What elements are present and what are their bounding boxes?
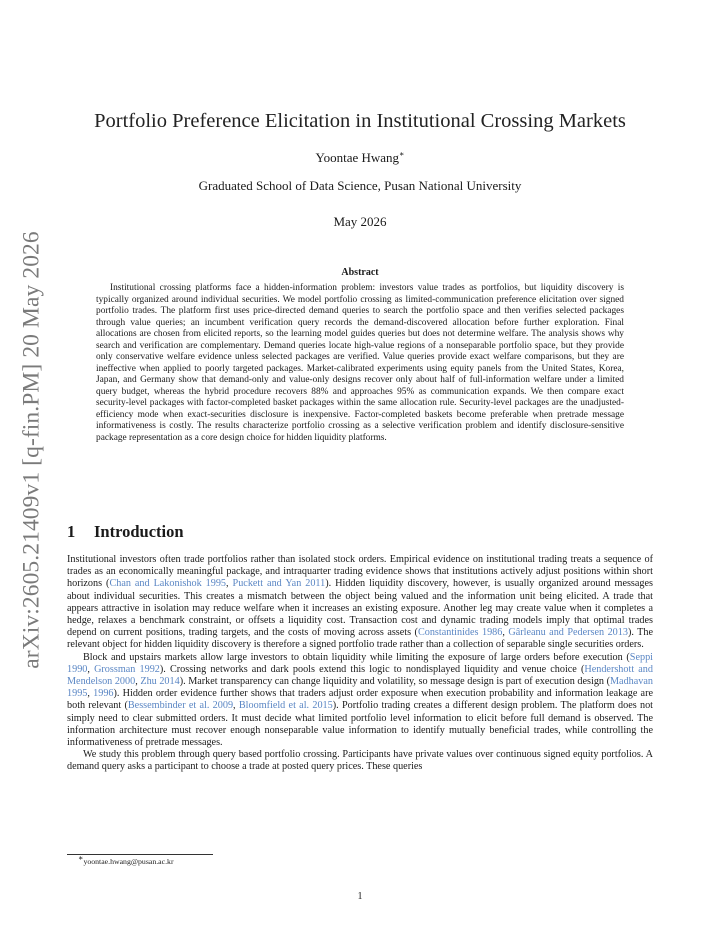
text-run: ). Portfolio trading creates a different design problem. The platform does not simply need to clear submitted orders. It must decide what limited portfolio level information to elicit before full demand is observed. The information architecture must recover enough nonseparable value information to identify mutually beneficial trades, while controlling the informativeness of pretrade messages. (67, 700, 653, 749)
arxiv-stamp (12, 231, 52, 669)
citation-link[interactable]: Bessembinder et al. 2009 (127, 700, 234, 712)
paper-title: Portfolio Preference Elicitation in Institutional Crossing Markets (94, 110, 626, 132)
text-run: , (87, 688, 94, 700)
author-line (60, 150, 660, 166)
citation-link[interactable]: Chan and Lakonishok 1995 (109, 578, 227, 590)
body-text (67, 554, 653, 774)
footnote-rule (67, 854, 213, 855)
text-run: ). Hidden liquidity discovery, however, is usually organized around messages about individual securities. This creates a mismatch between the object being valued and the information unit being elicited. A trade that appears attractive in isolation may reduce welfare when it increases an existing exposure. Another leg may create value when it completes a hedge, relaxes a benchmark constraint, or offsets a liquidity cost. Transaction cost and dynamic trading models imply that optimal trades depend on current positions, trading targets, and the costs of moving across assets ( (67, 578, 653, 639)
paragraph-1 (67, 554, 653, 652)
text-run: , (87, 663, 95, 675)
abstract-text: Institutional crossing platforms face a hidden-information problem: investors value trades as portfolios, but liquidity discovery is typically organized around individual securities. We model portfolio crossing as limited-communication preference elicitation over signed portfolio trades. The platform first uses price-directed demand queries to search the portfolio space and then verifies selected packages through value queries; an incumbent verification query records the demand-discovered allocation before further exploration. Final allocations are chosen from elicited reports, so the learning model guides queries but does not determine welfare. The analysis shows why search and verification are complementary. Demand queries locate high-value regions of a nonseparable portfolio space, but they provide only conservative welfare evidence unless selected packages are verified. Value queries provide exact welfare comparisons, but they are ineffective when applied to poorly targeted packages. Market-calibrated experiments using equity panels from the United States, Korea, Japan, and Germany show that demand-only and value-only designs recover only about half of full-information welfare under a limited query budget, whereas the hybrid procedure recovers 88% and approaches 95% as communication expands. We then compare exact security-level packages with factor-completed basket packages within the same allocation rule. Security-level packages are the unadjusted-efficiency mode when exact-securities disclosure is inexpensive. Factor-completed baskets become preferable when pretrade message informativeness is costly. The results characterize portfolio crossing as a selective verification problem and identify disclosure-sensitive package representation as a core design choice for hidden liquidity platforms. (96, 283, 624, 443)
paragraph-2 (67, 652, 653, 750)
citation-link[interactable]: Bloomfield et al. 2015 (238, 700, 333, 712)
section-number: 1 (67, 522, 76, 541)
text-run: , (135, 676, 141, 688)
citation-link[interactable]: Puckett and Yan 2011 (232, 578, 326, 590)
citation-link[interactable]: 1996 (93, 688, 114, 700)
author-footnote-mark: ∗ (399, 149, 405, 159)
text-run: ). Crossing networks and dark pools extend this logic to nondisplayed liquidity and venue choice ( (159, 663, 585, 675)
paper-date: May 2026 (333, 214, 387, 229)
footnote (78, 853, 174, 866)
text-run: We study this problem through query based portfolio crossing. Participants have private values over continuous signed equity portfolios. A demand query asks a participant to choose a trade at posted query prices. These queries (67, 749, 653, 773)
text-run: ). Hidden order evidence further shows that traders adjust order exposure when execution probability and information leakage are both relevant ( (67, 688, 653, 712)
section-heading (67, 522, 184, 542)
paragraph-3 (67, 749, 653, 773)
citation-link[interactable]: Constantinides 1986 (417, 627, 503, 639)
citation-link[interactable]: Grossman 1992 (94, 663, 160, 675)
citation-link[interactable]: Zhu 2014 (140, 676, 180, 688)
page-number: 1 (357, 891, 363, 902)
abstract-heading: Abstract (341, 267, 379, 278)
text-run: , (502, 627, 509, 639)
text-run: , (233, 700, 239, 712)
affiliation: Graduated School of Data Science, Pusan National University (198, 178, 522, 193)
arxiv-identifier: arXiv:2605.21409v1 [q-fin.PM] 20 May 2026 (18, 231, 45, 669)
footnote-mark: ∗ (78, 853, 84, 863)
text-run: Block and upstairs markets allow large investors to obtain liquidity while limiting the exposure of large orders before execution ( (83, 651, 630, 663)
citation-link[interactable]: Gârleanu and Pedersen 2013 (508, 627, 628, 639)
text-run: Institutional investors often trade portfolios rather than isolated stock orders. Empirical evidence on institutional trading treats a sequence of trades as an economically meaningful package, and intraquarter trading evidence shows that institutions actively adjust positions within short horizons ( (67, 554, 653, 590)
citation-link[interactable]: Madhavan 1995 (67, 676, 653, 700)
author-name: Yoontae Hwang (315, 150, 400, 165)
citation-link[interactable]: Seppi 1990 (67, 651, 653, 675)
text-run: ). Market transparency can change liquidity and volatility, so message design is part of execution design ( (179, 676, 610, 688)
citation-link[interactable]: Hendershott and Mendelson 2000 (67, 663, 653, 688)
text-run: ). The relevant object for hidden liquidity discovery is therefore a signed portfolio trade rather than a collection of separable single securities orders. (67, 627, 654, 651)
section-title: Introduction (94, 522, 184, 541)
text-run: , (226, 578, 233, 590)
footnote-email: yoontae.hwang@pusan.ac.kr (83, 857, 174, 866)
